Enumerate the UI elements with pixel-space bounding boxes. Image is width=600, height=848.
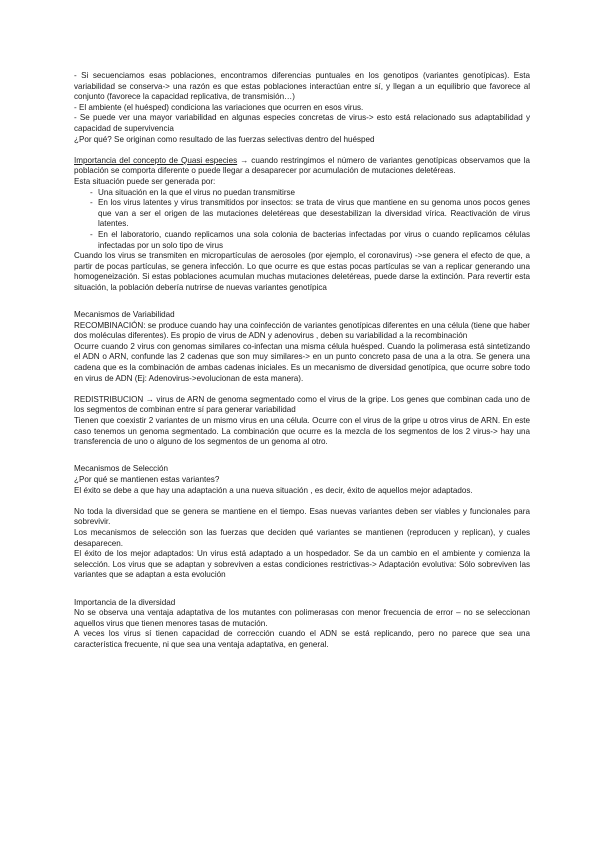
list-bullet: -: [90, 198, 93, 208]
intro-paragraph-1: - Si secuenciamos esas poblaciones, encontramos diferencias puntuales en los genotipos (variantes genotípicas). Esta variabilidad se conserva-> una razón es que estas poblaciones interactúan entre sí, y llegan a un equilibrio que favorece al conjunto (favorece la capacidad replicativa, de transmisión…): [74, 71, 530, 102]
seleccion-question: ¿Por qué se mantienen estas variantes?: [74, 474, 220, 484]
seleccion-paragraph-3: El éxito de los mejor adaptados: Un virus está adaptado a un hospedador. Se da un cambio en el ambiente y comienza la selección. Los virus que se adaptan y sobreviven a estas condiciones restrictivas-> Adaptación evolutiva: Sólo sobreviven las variantes que se adaptan a esta evolución: [74, 549, 530, 580]
diversidad-paragraph-1: No se observa una ventaja adaptativa de los mutantes con polimerasas con menor frecuencia de error – no se seleccionan aquellos virus que tienen menores tasas de mutación.: [74, 608, 530, 628]
seleccion-answer: El éxito se debe a que hay una adaptación a una nueva situación , es decir, éxito de aquellos mejor adaptados.: [74, 485, 473, 495]
intro-paragraph-3: - Se puede ver una mayor variabilidad en algunas especies concretas de virus-> esto está relacionado sus adaptabilidad y capacidad de supervivencia: [74, 113, 530, 133]
redistribucion-paragraph: REDISTRIBUCION → virus de ARN de genoma segmentado como el virus de la gripe. Los genes que combinan cada uno de los segmentos de combinan entre sí para generar variabilidad: [74, 394, 530, 415]
list-item: [90, 187, 530, 199]
document-body: [74, 71, 530, 650]
diversidad-paragraph-2: A veces los virus sí tienen capacidad de corrección cuando el ADN se está replicando, pero no parece que sea una característica frecuente, ni que sea una ventaja adaptativa, en general.: [74, 629, 530, 649]
seleccion-paragraph-2: Los mecanismos de selección son las fuerzas que deciden qué variantes se mantienen (reproducen y replican), y cuales desaparecen.: [74, 527, 530, 548]
seleccion-paragraph-1: No toda la diversidad que se genera se mantiene en el tiempo. Esas nuevas variantes deben ser viables y funcionales para sobrevivir.: [74, 506, 530, 527]
quasi-species-list: [74, 188, 530, 252]
list-item-text: En el laboratorio, cuando replicamos una sola colonia de bacterias infectadas por virus o cuando replicamos células infectadas por un solo tipo de virus: [98, 229, 530, 250]
list-item: [90, 198, 530, 230]
list-item: [90, 229, 530, 251]
seleccion-heading: Mecanismos de Selección: [74, 464, 169, 474]
diversidad-heading: Importancia de la diversidad: [74, 597, 176, 607]
intro-paragraph-2: - El ambiente (el huésped) condiciona las variaciones que ocurren en esos virus.: [74, 102, 364, 112]
list-item-text: En los virus latentes y virus transmitidos por insectos: se trata de virus que mantiene en su genoma unos pocos genes que van a ser el origen de las mutaciones deletéreas que desestabilizan la diversidad vírica. Reactivación de virus latentes.: [98, 198, 530, 229]
recombinacion-detail: Ocurre cuando 2 virus con genomas similares co-infectan una misma célula huésped. Cuando la polimerasa está sintetizando el ADN o ARN, confunde las 2 cadenas que son muy similares-> en un punto concreto pasa de una a la otra. Se genera una cadena que es la combinación de ambas cadenas iniciales. Es un mecanismo de diversidad genotípica, que ocurre sobre todo en virus de ADN (Ej: Adenovirus->evolucionan de esta manera).: [74, 341, 530, 383]
list-bullet: -: [90, 229, 93, 239]
quasi-species-title: Importancia del concepto de Quasi especies: [74, 155, 238, 165]
redistribucion-detail: Tienen que coexistir 2 variantes de un mismo virus en una célula. Ocurre con el virus de la gripe u otros virus de ARN. En este caso tenemos un genoma segmentado. La combinación que ocurre es la mezcla de los segmentos de los 2 virus-> hay una transferencia de uno o alguno de los segmentos de un genoma al otro.: [74, 416, 530, 447]
variabilidad-heading: Mecanismos de Variabilidad: [74, 310, 175, 320]
list-item-text: Una situación en la que el virus no puedan transmitirse: [98, 187, 296, 197]
quasi-species-lead: Esta situación puede ser generada por:: [74, 176, 216, 186]
quasi-species-paragraph: [74, 156, 530, 177]
list-bullet: -: [90, 187, 93, 197]
quasi-species-closing: Cuando los virus se transmiten en micropartículas de aerosoles (por ejemplo, el coronavirus) ->se genera el efecto de que, a partir de pocas partículas, se genera infección. Lo que ocurre es que estas pocas partículas se van a replicar generando una homogeneización. Si estas poblaciones acumulan muchas mutaciones deletéreas, puede darse la extinción. Para revertir esta situación, la población debería nutrirse de nuevas variantes genotípica: [74, 251, 530, 292]
recombinacion-paragraph: RECOMBINACIÓN: se produce cuando hay una coinfección de variantes genotípicas diferentes en una célula (tiene que haber dos moléculas diferentes). Es propio de virus de ADN y adenovirus , deben su variabilidad a la recombinación: [74, 320, 530, 341]
intro-paragraph-4: ¿Por qué? Se originan como resultado de las fuerzas selectivas dentro del huésped: [74, 134, 375, 144]
quasi-species-text: → cuando restringimos el número de variantes genotípicas observamos que la población se comporta diferente o puede llegar a desaparecer por acumulación de mutaciones deletéreas.: [74, 155, 530, 176]
